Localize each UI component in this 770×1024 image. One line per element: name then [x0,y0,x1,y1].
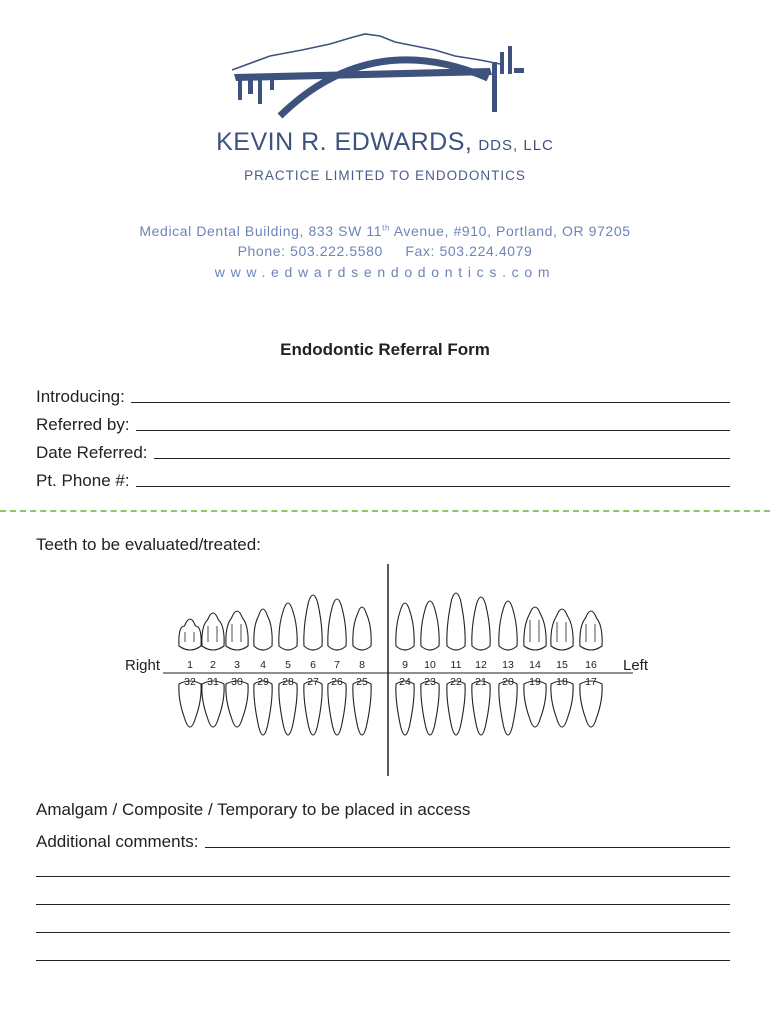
upper-tooth[interactable] [396,603,414,650]
lower-tooth[interactable] [396,681,414,735]
lower-tooth[interactable] [421,681,439,735]
right-label: Right [125,657,161,674]
practice-name: KEVIN R. EDWARDS, DDS, LLC [216,128,554,156]
tooth-number: 30 [231,676,243,688]
date-referred-input[interactable] [154,457,731,459]
tooth-number: 11 [450,659,462,671]
tooth-number: 9 [402,659,408,671]
address-line: Medical Dental Building, 833 SW 11th Avenue, #910, Portland, OR 97205 [139,223,631,239]
tooth-number: 31 [207,676,219,688]
tooth-number: 15 [556,659,568,671]
tooth-number: 16 [585,659,597,671]
bridge-logo [230,28,530,126]
tooth-number: 19 [529,676,541,688]
tooth-number: 1 [187,659,193,671]
tooth-number: 5 [285,659,291,671]
tooth-number: 32 [184,676,196,688]
upper-tooth[interactable] [202,613,224,650]
tooth-number: 28 [282,676,294,688]
comments-field: Additional comments: [36,826,730,852]
tooth-number: 23 [424,676,436,688]
date-referred-field: Date Referred: [36,437,730,463]
tooth-number: 27 [307,676,319,688]
tooth-number: 26 [331,676,343,688]
upper-tooth[interactable] [353,607,371,650]
tooth-number: 4 [260,659,266,671]
upper-tooth[interactable] [524,607,546,650]
upper-tooth[interactable] [499,601,517,650]
left-label: Left [623,657,649,674]
lower-teeth [179,681,602,735]
tooth-number: 20 [502,676,514,688]
tooth-root [557,622,566,642]
tooth-root [185,632,194,642]
tooth-number: 24 [399,676,411,688]
tooth-root [232,624,241,642]
referred-by-field: Referred by: [36,409,730,435]
lower-tooth[interactable] [254,681,272,735]
lower-tooth-numbers [184,676,597,688]
tooth-number: 3 [234,659,240,671]
tooth-number: 7 [334,659,340,671]
comment-line[interactable] [36,960,730,961]
cut-divider [0,510,770,512]
upper-tooth[interactable] [226,611,248,650]
tooth-root [530,620,539,642]
tooth-number: 13 [502,659,514,671]
patient-phone-field: Pt. Phone #: [36,465,730,491]
comment-line[interactable] [36,876,730,877]
tooth-number: 25 [356,676,368,688]
practice-tagline: PRACTICE LIMITED TO ENDODONTICS [244,168,526,183]
upper-tooth[interactable] [472,597,490,650]
tooth-number: 8 [359,659,365,671]
upper-tooth[interactable] [328,599,346,650]
tooth-number: 10 [424,659,436,671]
tooth-number: 22 [450,676,462,688]
upper-tooth[interactable] [304,595,322,650]
introducing-field: Introducing: [36,381,730,407]
comments-input[interactable] [205,846,730,848]
contact-line: Phone: 503.222.5580 Fax: 503.224.4079 [237,243,533,259]
lower-tooth[interactable] [447,681,465,735]
tooth-number: 14 [529,659,541,671]
upper-tooth[interactable] [421,601,439,650]
tooth-root [586,624,595,642]
referred-by-input[interactable] [136,429,730,431]
form-title: Endodontic Referral Form [280,340,490,359]
tooth-number: 18 [556,676,568,688]
teeth-heading: Teeth to be evaluated/treated: [36,535,261,554]
upper-tooth[interactable] [551,609,573,650]
tooth-number: 21 [475,676,487,688]
tooth-root [208,626,217,642]
comment-line[interactable] [36,904,730,905]
upper-tooth[interactable] [179,619,201,650]
lower-tooth[interactable] [304,681,322,735]
patient-phone-input[interactable] [136,485,730,487]
upper-tooth-numbers [187,659,597,671]
phone-number: 503.222.5580 [290,243,383,259]
credentials: DDS, LLC [478,137,554,154]
website: www.edwardsendodontics.com [214,264,556,280]
tooth-number: 17 [585,676,597,688]
lower-tooth[interactable] [328,681,346,735]
upper-teeth [179,593,602,650]
upper-tooth[interactable] [447,593,465,650]
comment-line[interactable] [36,932,730,933]
lower-tooth[interactable] [353,681,371,735]
material-line: Amalgam / Composite / Temporary to be placed in access [36,800,471,819]
upper-tooth[interactable] [254,609,272,650]
tooth-number: 29 [257,676,269,688]
tooth-number: 6 [310,659,316,671]
tooth-chart [115,562,649,780]
lower-tooth[interactable] [472,681,490,735]
lower-tooth[interactable] [499,681,517,735]
upper-tooth[interactable] [580,611,602,650]
fax-number: 503.224.4079 [439,243,533,259]
tooth-number: 2 [210,659,216,671]
lower-tooth[interactable] [279,681,297,735]
upper-tooth[interactable] [279,603,297,650]
tooth-number: 12 [475,659,487,671]
introducing-input[interactable] [131,401,730,403]
